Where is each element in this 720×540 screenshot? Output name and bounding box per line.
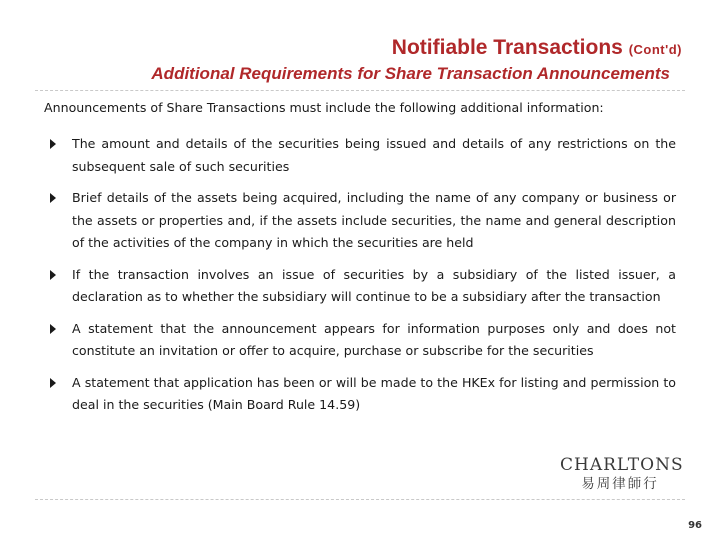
bullet-arrow-icon bbox=[50, 139, 56, 149]
list-item bbox=[50, 264, 676, 309]
page-title-text: Notifiable Transactions bbox=[391, 36, 623, 59]
bullet-arrow-icon bbox=[50, 378, 56, 388]
list-item-text: If the transaction involves an issue of securities by a subsidiary of the listed issuer, a declaration as to whether the subsidiary will continue to be a subsidiary after the transaction bbox=[72, 266, 676, 304]
page-title-suffix: (Cont'd) bbox=[628, 42, 682, 57]
bullet-arrow-icon bbox=[50, 324, 56, 334]
list-item bbox=[50, 133, 676, 178]
list-item-text: A statement that the announcement appears for information purposes only and does not constitute an invitation or offer to acquire, purchase or subscribe for the securities bbox=[72, 320, 676, 358]
charltons-logo bbox=[560, 455, 684, 493]
list-item bbox=[50, 318, 676, 363]
intro-text: Announcements of Share Transactions must include the following additional information: bbox=[44, 100, 604, 115]
requirements-list bbox=[50, 133, 676, 417]
list-item bbox=[50, 187, 676, 255]
list-item-text: Brief details of the assets being acquired, including the name of any company or business or the assets or properties and, if the assets include securities, the name and general description of the activities of the company in which the securities are held bbox=[72, 190, 676, 250]
page-number: 96 bbox=[688, 520, 702, 531]
logo-name-en: CHARLTONS bbox=[560, 455, 684, 475]
top-divider bbox=[35, 90, 685, 91]
bullet-arrow-icon bbox=[50, 193, 56, 203]
list-item-text: The amount and details of the securities being issued and details of any restrictions on the subsequent sale of such securities bbox=[72, 136, 676, 174]
bottom-divider bbox=[35, 499, 685, 500]
logo-name-zh: 易周律師行 bbox=[581, 476, 659, 492]
list-item bbox=[50, 372, 676, 417]
bullet-arrow-icon bbox=[50, 270, 56, 280]
list-item-text: A statement that application has been or will be made to the HKEx for listing and permission to deal in the securities (Main Board Rule 14.59) bbox=[72, 374, 676, 412]
page-subtitle: Additional Requirements for Share Transaction Announcements bbox=[151, 64, 670, 83]
page-title bbox=[392, 36, 682, 60]
